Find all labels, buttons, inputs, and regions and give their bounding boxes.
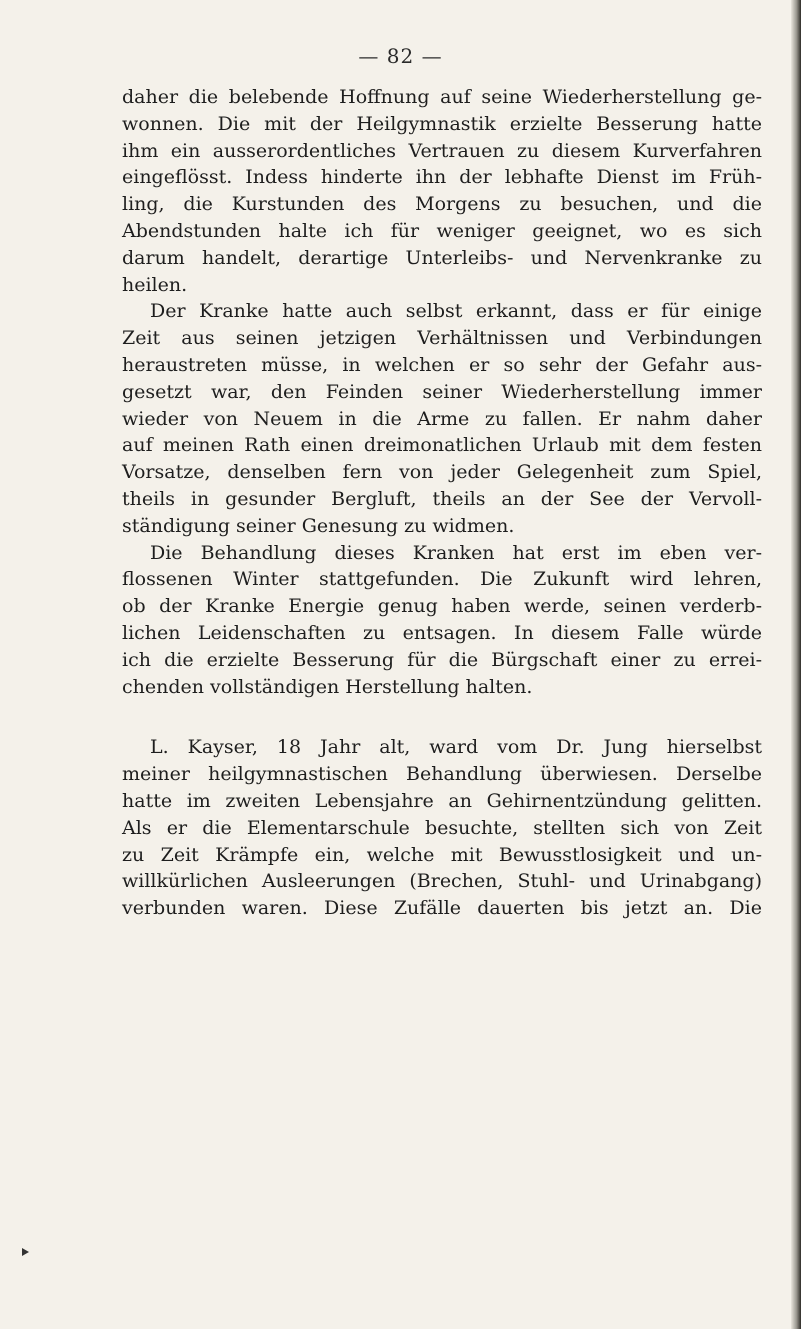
text-line: daher die belebende Hoffnung auf seine Wiederherstellung ge- xyxy=(122,86,762,108)
text-line: wieder von Neuem in die Arme zu fallen. Er nahm daher xyxy=(122,407,762,430)
text-line: willkürlichen Ausleerungen (Brechen, Stuhl- und Urinabgang) xyxy=(122,870,762,893)
text-line: ob der Kranke Energie genug haben werde, seinen verderb- xyxy=(122,595,762,618)
page-edge xyxy=(791,0,801,1329)
text-line: verbunden waren. Diese Zufälle dauerten bis jetzt an. Die xyxy=(122,897,762,920)
text-line: ling, die Kurstunden des Morgens zu besuchen, und die xyxy=(122,193,762,216)
paragraph-1 xyxy=(122,84,762,298)
text-line: meiner heilgymnastischen Behandlung überwiesen. Derselbe xyxy=(122,763,762,786)
text-line: auf meinen Rath einen dreimonatlichen Urlaub mit dem festen xyxy=(122,434,762,457)
text-line: Vorsatze, denselben fern von jeder Gelegenheit zum Spiel, xyxy=(122,461,762,484)
paragraph-2 xyxy=(122,298,762,539)
text-line: chenden vollständigen Herstellung halten. xyxy=(122,675,533,698)
text-line: Der Kranke hatte auch selbst erkannt, dass er für einige xyxy=(150,300,762,323)
text-line: theils in gesunder Bergluft, theils an der See der Vervoll- xyxy=(122,487,762,510)
text-line: flossenen Winter stattgefunden. Die Zukunft wird lehren, xyxy=(122,568,762,591)
text-line: ihm ein ausserordentliches Vertrauen zu diesem Kurverfahren xyxy=(122,139,762,162)
margin-arrow-icon xyxy=(22,1248,29,1256)
text-line: lichen Leidenschaften zu entsagen. In diesem Falle würde xyxy=(122,621,762,644)
text-line: Die Behandlung dieses Kranken hat erst im eben ver- xyxy=(150,541,762,564)
text-line: L. Kayser, 18 Jahr alt, ward vom Dr. Jung hierselbst xyxy=(150,736,762,759)
text-line: hatte im zweiten Lebensjahre an Gehirnentzündung gelitten. xyxy=(122,789,762,812)
text-line: Als er die Elementarschule besuchte, stellten sich von Zeit xyxy=(122,816,762,839)
text-line: Abendstunden halte ich für weniger geeignet, wo es sich xyxy=(122,219,762,242)
section-gap xyxy=(122,700,762,720)
section-gap xyxy=(122,720,762,734)
text-line: Zeit aus seinen jetzigen Verhältnissen und Verbindungen xyxy=(122,327,762,350)
text-line: ständigung seiner Genesung zu widmen. xyxy=(122,514,515,537)
page-body xyxy=(122,84,762,922)
page-number: — 82 — xyxy=(358,44,443,68)
paragraph-3 xyxy=(122,540,762,701)
text-line: heilen. xyxy=(122,273,188,296)
text-line: gesetzt war, den Feinden seiner Wiederherstellung immer xyxy=(122,380,762,403)
text-line: darum handelt, derartige Unterleibs- und Nervenkranke zu xyxy=(122,246,762,269)
text-line: eingeflösst. Indess hinderte ihn der lebhafte Dienst im Früh- xyxy=(122,166,762,189)
text-line: ich die erzielte Besserung für die Bürgschaft einer zu errei- xyxy=(122,648,762,671)
text-line: zu Zeit Krämpfe ein, welche mit Bewusstlosigkeit und un- xyxy=(122,843,762,866)
text-line: heraustreten müsse, in welchen er so sehr der Gefahr aus- xyxy=(122,353,762,376)
paragraph-4 xyxy=(122,734,762,922)
text-line: wonnen. Die mit der Heilgymnastik erzielte Besserung hatte xyxy=(122,112,762,135)
